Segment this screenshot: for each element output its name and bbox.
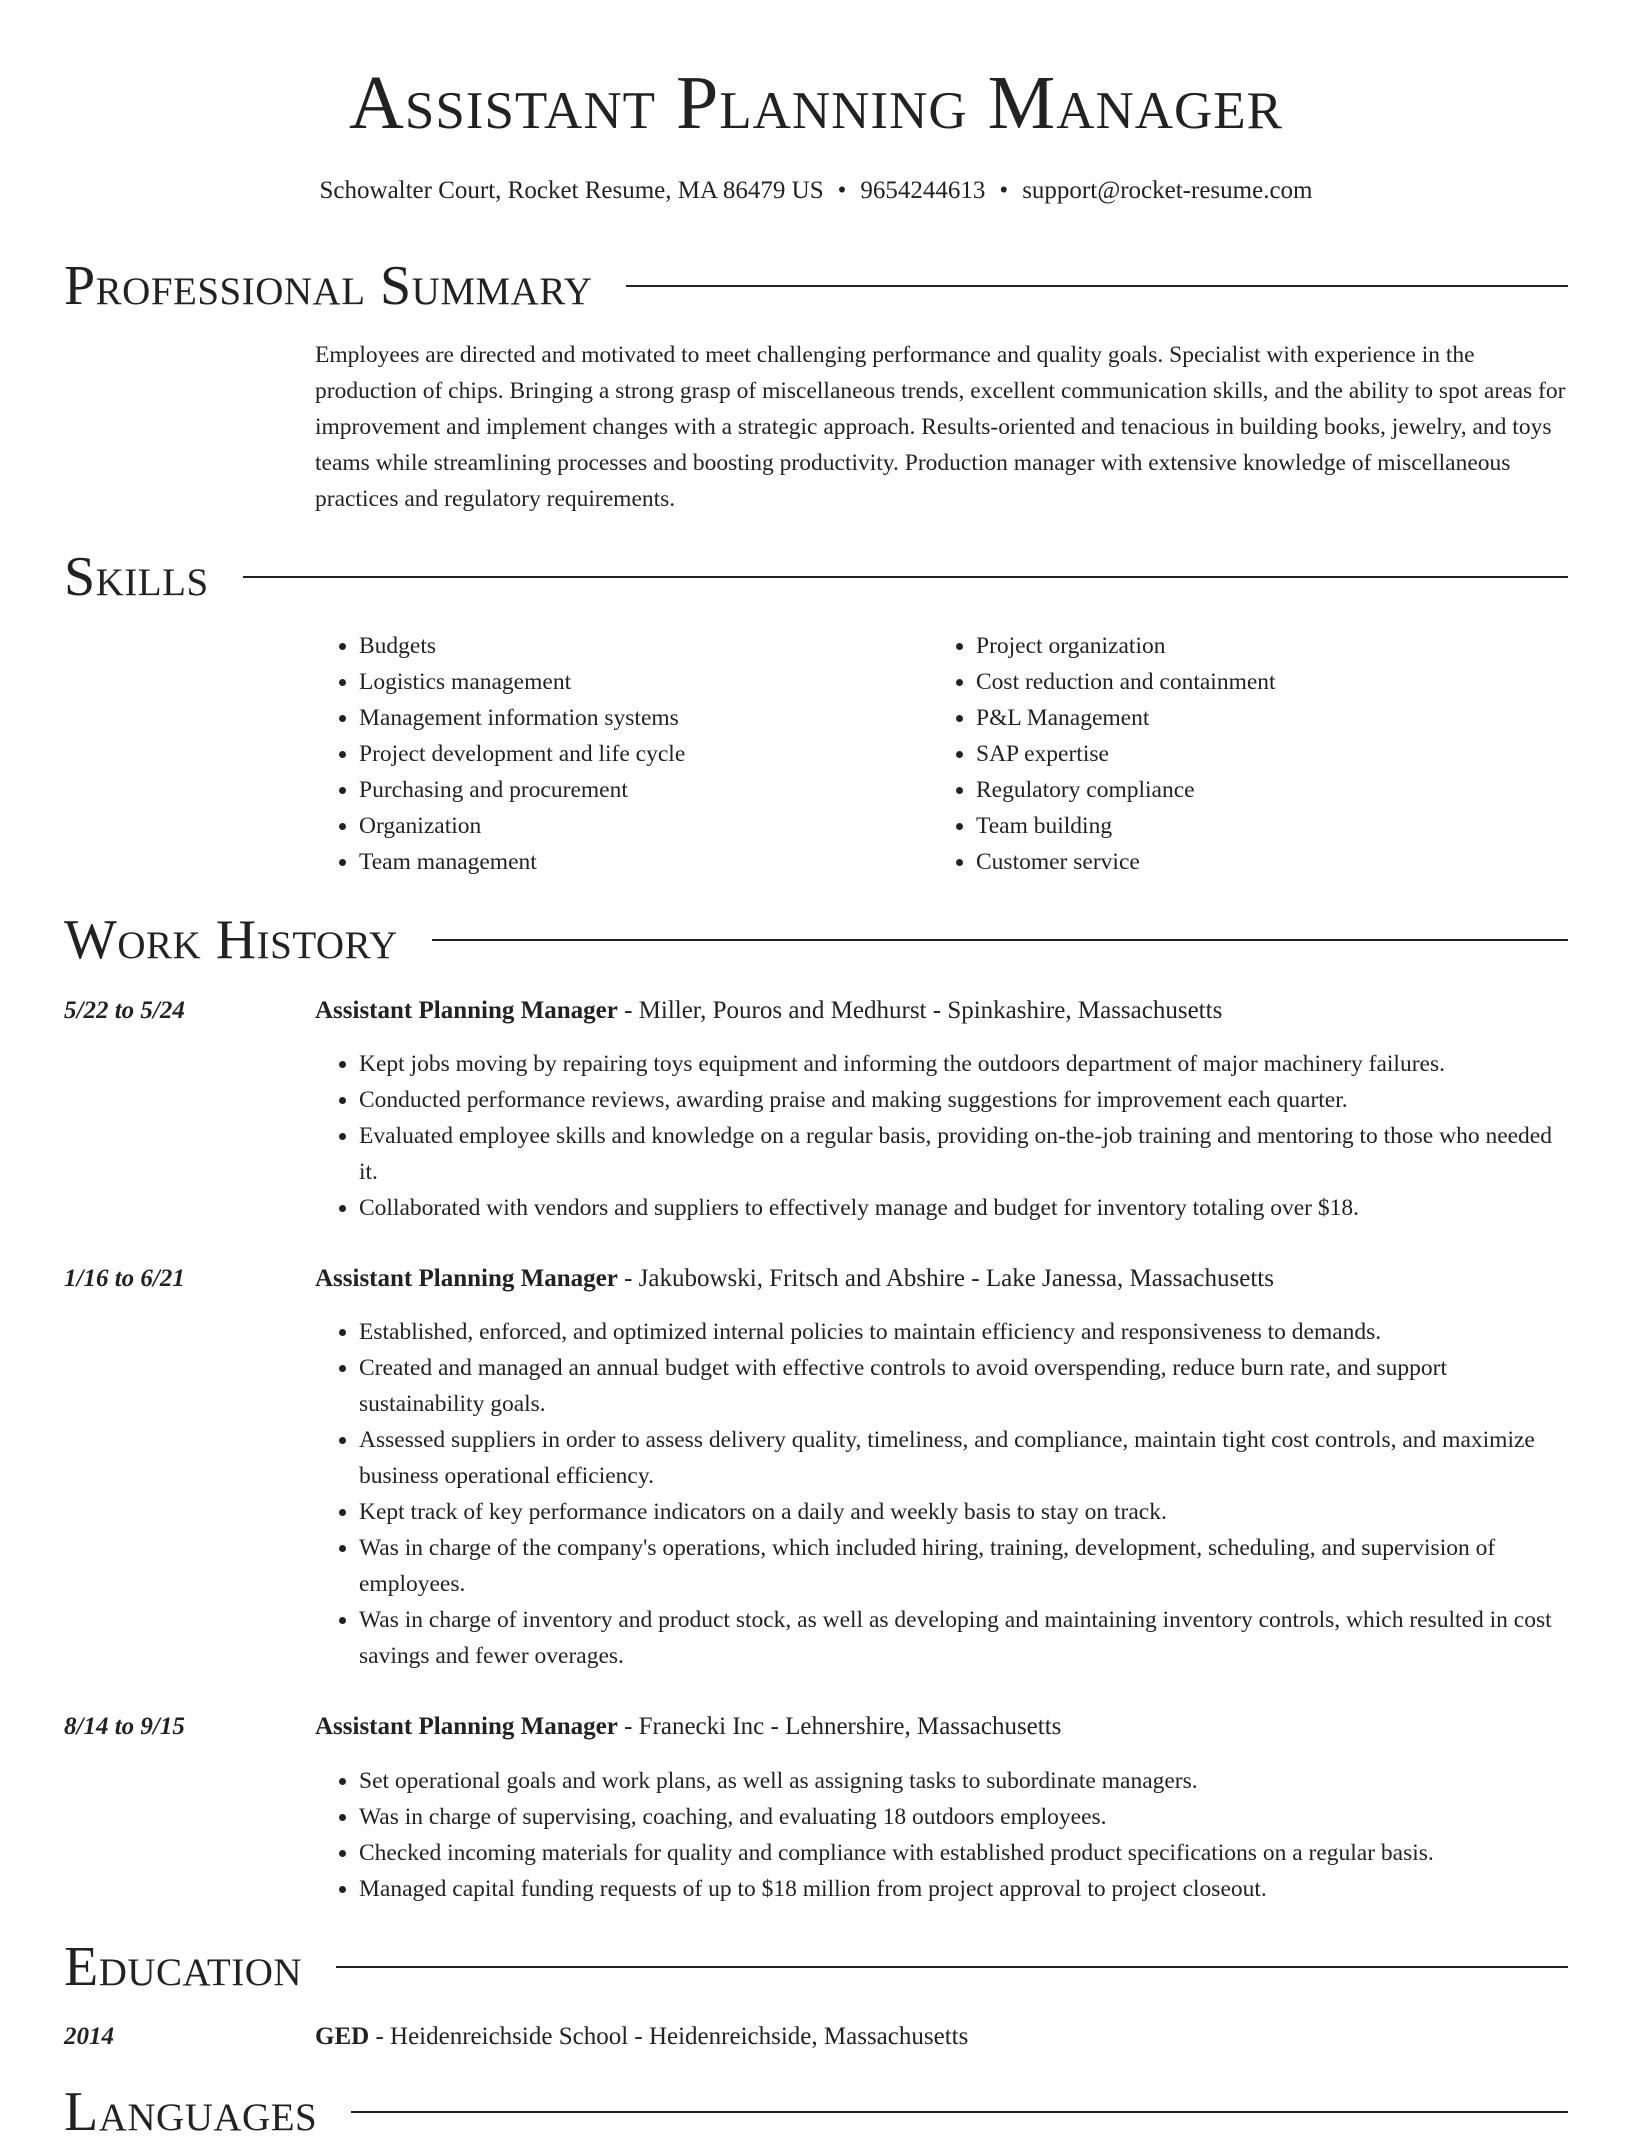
- job-header: [315, 1709, 1568, 1745]
- skills-section-header: [64, 545, 1568, 609]
- section-title-education: Education: [64, 1936, 303, 1998]
- contact-line: [0, 174, 1632, 208]
- job-date: 5/22 to 5/24: [64, 997, 185, 1024]
- skills-left-column: [315, 628, 875, 880]
- job-bullet: • Collaborated with vendors and suppliers to effectively manage and budget for inventory totaling over $18.: [359, 1190, 1568, 1226]
- job-details: - Miller, Pouros and Medhurst - Spinkashire, Massachusetts: [617, 997, 1223, 1024]
- job-bullet: • Managed capital funding requests of up to $18 million from project approval to project closeout.: [359, 1871, 1568, 1907]
- skill-item: • Organization: [359, 808, 875, 844]
- education-entry: [315, 2019, 1568, 2055]
- job-bullet: • Was in charge of the company's operations, which included hiring, training, development, scheduling, and supervision of employees.: [359, 1530, 1568, 1602]
- languages-section-header: [64, 2080, 1568, 2144]
- education-date: 2014: [64, 2023, 114, 2050]
- summary-text: Employees are directed and motivated to meet challenging performance and quality goals. Specialist with experience in the production of chips. Bringing a strong grasp of miscellaneous trends, excellent communication skills, and the ability to spot areas for improvement and implement changes with a strategic approach. Results-oriented and tenacious in building books, jewelry, and toys teams while streamlining processes and boosting productivity. Production manager with extensive knowledge of miscellaneous practices and regulatory requirements.: [315, 342, 1566, 512]
- section-title-work: Work History: [64, 909, 398, 971]
- job-bullets: [315, 1763, 1568, 1907]
- job-bullet: • Checked incoming materials for quality and compliance with established product specifications on a regular basis.: [359, 1835, 1568, 1871]
- skill-item: • Logistics management: [359, 664, 875, 700]
- skill-item: • Cost reduction and containment: [976, 664, 1492, 700]
- job-bullet: • Was in charge of inventory and product stock, as well as developing and maintaining inventory controls, which resulted in cost savings and fewer overages.: [359, 1602, 1568, 1674]
- job-date: 1/16 to 6/21: [64, 1265, 185, 1292]
- education-details: - Heidenreichside School - Heidenreichside, Massachusetts: [369, 2023, 969, 2050]
- section-divider: [243, 576, 1568, 578]
- section-divider: [432, 939, 1568, 941]
- skill-item: • P&L Management: [976, 700, 1492, 736]
- education-degree: GED: [315, 2023, 370, 2050]
- section-title-summary: Professional Summary: [64, 255, 593, 317]
- skill-item: • SAP expertise: [976, 736, 1492, 772]
- job-role: Assistant Planning Manager: [315, 1713, 618, 1740]
- job-bullet: • Kept track of key performance indicators on a daily and weekly basis to stay on track.: [359, 1494, 1568, 1530]
- contact-phone: 9654244613: [860, 177, 986, 204]
- education-section-header: [64, 1935, 1568, 1999]
- contact-separator: •: [999, 177, 1009, 204]
- skill-item: • Customer service: [976, 844, 1492, 880]
- job-bullet: • Established, enforced, and optimized internal policies to maintain efficiency and responsiveness to demands.: [359, 1314, 1568, 1350]
- job-bullet: • Assessed suppliers in order to assess delivery quality, timeliness, and compliance, maintain tight cost controls, and maximize business operational efficiency.: [359, 1422, 1568, 1494]
- skill-item: • Purchasing and procurement: [359, 772, 875, 808]
- skill-item: • Budgets: [359, 628, 875, 664]
- candidate-name: Assistant Planning Manager: [348, 61, 1284, 145]
- job-bullets: [315, 1046, 1568, 1226]
- section-divider: [626, 285, 1568, 287]
- job-bullet: • Evaluated employee skills and knowledge on a regular basis, providing on-the-job training and mentoring to those who needed it.: [359, 1118, 1568, 1190]
- job-header: [315, 993, 1568, 1029]
- job-header: [315, 1261, 1568, 1297]
- skill-item: • Management information systems: [359, 700, 875, 736]
- job-details: - Franecki Inc - Lehnershire, Massachusetts: [617, 1713, 1062, 1740]
- job-details: - Jakubowski, Fritsch and Abshire - Lake Janessa, Massachusetts: [617, 1265, 1274, 1292]
- contact-email[interactable]: support@rocket-resume.com: [1022, 177, 1313, 204]
- work-section-header: [64, 908, 1568, 972]
- skill-item: • Project development and life cycle: [359, 736, 875, 772]
- summary-section-header: [64, 254, 1568, 318]
- skill-item: • Team building: [976, 808, 1492, 844]
- job-bullet: • Kept jobs moving by repairing toys equipment and informing the outdoors department of major machinery failures.: [359, 1046, 1568, 1082]
- skill-item: • Project organization: [976, 628, 1492, 664]
- section-divider: [336, 1966, 1568, 1968]
- skill-item: • Regulatory compliance: [976, 772, 1492, 808]
- job-bullet: • Created and managed an annual budget with effective controls to avoid overspending, reduce burn rate, and support sustainability goals.: [359, 1350, 1568, 1422]
- section-divider: [351, 2111, 1568, 2113]
- skill-item: • Team management: [359, 844, 875, 880]
- job-role: Assistant Planning Manager: [315, 1265, 618, 1292]
- section-title-languages: Languages: [64, 2081, 318, 2143]
- job-bullets: [315, 1314, 1568, 1674]
- skills-right-column: [932, 628, 1492, 880]
- job-date: 8/14 to 9/15: [64, 1713, 185, 1740]
- job-bullet: • Set operational goals and work plans, as well as assigning tasks to subordinate managers.: [359, 1763, 1568, 1799]
- job-bullet: • Was in charge of supervising, coaching, and evaluating 18 outdoors employees.: [359, 1799, 1568, 1835]
- job-role: Assistant Planning Manager: [315, 997, 618, 1024]
- section-title-skills: Skills: [64, 546, 209, 608]
- contact-separator: •: [837, 177, 847, 204]
- contact-address: Schowalter Court, Rocket Resume, MA 86479 US: [319, 177, 824, 204]
- job-bullet: • Conducted performance reviews, awarding praise and making suggestions for improvement each quarter.: [359, 1082, 1568, 1118]
